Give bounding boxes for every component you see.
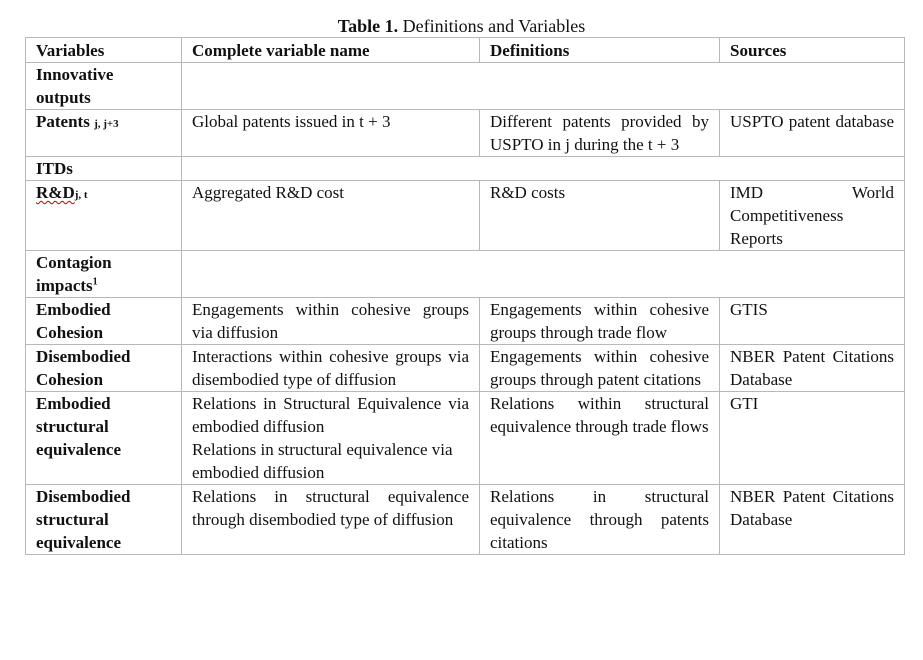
header-row <box>26 38 905 63</box>
definition-embodied-cohesion: Engagements within cohesive groups through trade flow <box>480 298 720 345</box>
source-disembodied-cohesion: NBER Patent Citations Database <box>720 345 905 392</box>
footnote-marker: 1 <box>92 276 98 288</box>
name-embodied-cohesion: Engagements within cohesive groups via diffusion <box>182 298 480 345</box>
source-embodied-se: GTI <box>720 392 905 485</box>
var-embodied-se: Embodied structural equivalence <box>26 392 182 485</box>
var-patents-subscript: j, j+3 <box>94 118 119 130</box>
header-variables: Variables <box>26 38 182 63</box>
source-rd-rest: Competitiveness Reports <box>730 206 844 248</box>
var-rd <box>26 181 182 251</box>
table-row-rd <box>26 181 905 251</box>
table-row-embodied-cohesion <box>26 298 905 345</box>
name-disembodied-se: Relations in structural equivalence through disembodied type of diffusion <box>182 485 480 555</box>
name-embodied-se-line1: Relations in Structural Equivalence via embodied diffusion <box>192 394 469 436</box>
group-itds-label: ITDs <box>26 157 182 181</box>
definition-disembodied-se: Relations in structural equivalence through patents citations <box>480 485 720 555</box>
definitions-table <box>25 37 905 555</box>
group-contagion-text: Contagion impacts <box>36 253 112 295</box>
table-row-disembodied-se <box>26 485 905 555</box>
source-rd-line1: IMD World <box>730 183 894 202</box>
table-label: Table 1. <box>337 16 399 36</box>
var-disembodied-se: Disembodied structural equivalence <box>26 485 182 555</box>
var-patents-label: Patents <box>36 112 90 131</box>
name-rd: Aggregated R&D cost <box>182 181 480 251</box>
source-patents: USPTO patent database <box>720 110 905 157</box>
group-row-itds <box>26 157 905 181</box>
table-row-disembodied-cohesion <box>26 345 905 392</box>
group-row-innovative <box>26 63 905 110</box>
name-patents: Global patents issued in t + 3 <box>182 110 480 157</box>
table-title: Definitions and Variables <box>402 16 586 36</box>
var-patents <box>26 110 182 157</box>
definition-embodied-se: Relations within structural equivalence through trade flows <box>480 392 720 485</box>
source-rd <box>720 181 905 251</box>
var-rd-label: R&D <box>36 183 75 202</box>
group-contagion-label <box>26 251 182 298</box>
source-disembodied-se: NBER Patent Citations Database <box>720 485 905 555</box>
header-complete-name: Complete variable name <box>182 38 480 63</box>
definition-patents: Different patents provided by USPTO in j during the t + 3 <box>480 110 720 157</box>
header-definitions: Definitions <box>480 38 720 63</box>
definition-rd: R&D costs <box>480 181 720 251</box>
source-embodied-cohesion: GTIS <box>720 298 905 345</box>
definition-disembodied-cohesion: Engagements within cohesive groups through patent citations <box>480 345 720 392</box>
group-empty-cell <box>182 157 905 181</box>
table-row-patents <box>26 110 905 157</box>
name-embodied-se <box>182 392 480 485</box>
table-row-embodied-se <box>26 392 905 485</box>
group-row-contagion <box>26 251 905 298</box>
var-embodied-cohesion: Embodied Cohesion <box>26 298 182 345</box>
group-innovative-label: Innovative outputs <box>26 63 182 110</box>
header-sources: Sources <box>720 38 905 63</box>
var-rd-subscript: j, t <box>74 189 88 201</box>
var-disembodied-cohesion: Disembodied Cohesion <box>26 345 182 392</box>
table-caption <box>0 16 923 37</box>
name-embodied-se-line2: Relations in structural equivalence via embodied diffusion <box>192 440 453 482</box>
group-empty-cell <box>182 251 905 298</box>
group-empty-cell <box>182 63 905 110</box>
name-disembodied-cohesion: Interactions within cohesive groups via disembodied type of diffusion <box>182 345 480 392</box>
